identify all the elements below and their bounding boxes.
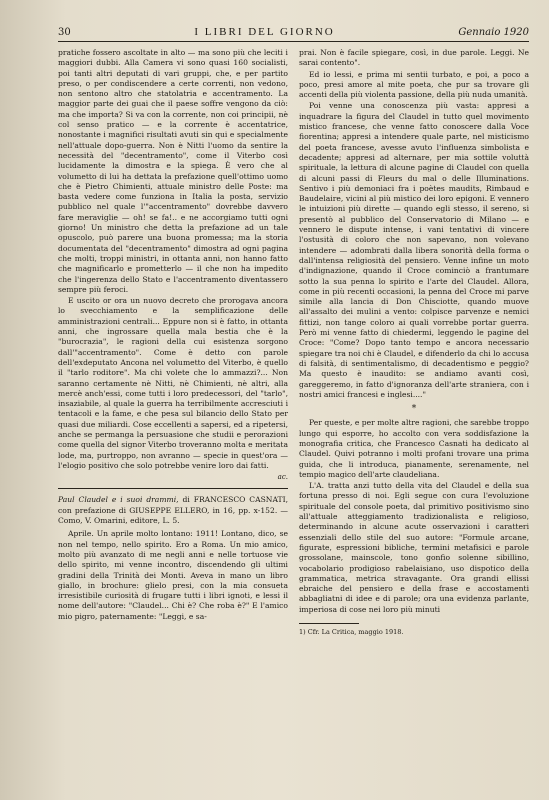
footnote: 1) Cfr. La Critica, maggio 1918. (299, 628, 404, 637)
journal-title: I LIBRI DEL GIORNO (194, 26, 335, 38)
paragraph: prai. Non è facile spiegare, così, in due parole. Leggi. Ne sarai contento". (299, 48, 529, 68)
right-column (299, 48, 529, 638)
text-columns (58, 48, 529, 638)
paragraph: Ed io lessi, e prima mi sentii turbato, e poi, a poco a poco, presi amore al mite poeta, che pur sa trovare gli accenti della più violenta passione, della più nuda umanità. (299, 69, 529, 100)
book-title: Paul Claudel e i suoi drammi (58, 495, 177, 505)
section-divider (58, 488, 288, 489)
left-column (58, 48, 288, 638)
paragraph: Per queste, e per molte altre ragioni, che sarebbe troppo lungo qui esporre, ho accolto con vera soddisfazione la monografia critica, che Francesco Casnati ha dedicato al Claudel. Quivi potranno i molti profani trovare una prima guida, che li introduca, pianamente, serenamente, nel tempio magico dell'arte claudeliana. (299, 418, 529, 479)
review-heading (58, 495, 288, 526)
paragraph: Poi venne una conoscenza più vasta: appresi a inquadrare la figura del Claudel in tutto quel movimento mistico francese, che venne fatto conoscere dalla Voce fiorentina; appresi a intendere quale parte, nel misticismo del poeta francese, avesse avuto l'influenza simbolista e decadente; appresi ad alternare, per mia sottile voluttà spirituale, la lettura di alcune pagine di Claudel con quella di alcuni passi di Fleurs du mal o delle Illuminations. Sentivo i più demoniaci fra i poètes maudits, Rimbaud e Baudelaire, vicini al più mistico dei loro epigoni. E vennero le intuizioni più dirette — quando egli stesso, il sereno, si presentò al pubblico del Conservatorio di Milano — e vennero le dispute intense, i vani tentativi di vincere l'ostusità di coloro che non sapevano, non volevano intendere — adombrati dalla libera sonorità della forma o dall'intensa religiosità del pensiero. Venne infine un moto d'indignazione, quando il Croce cominciò a frantumare sotto la sua penna lo spirito e l'arte del Claudel. Allora, come in più recenti occasioni, la penna del Croce mi parve simile alla lancia di Don Chisciotte, quando muove all'assalto dei mulini a vento: colpisce parvenze e nemici fittizi, non tange coloro ai quali vorrebbe portar guerra. Però mi venne fatto di chiedermi, leggendo le pagine del Croce: "Come? Dopo tanto tempo e ancora necessario spiegare tra noi chi è Claudel, e difenderlo da chi lo accusa di falsità, di sentimentalismo, di decadentismo e peggio? Ma questo è inaudito: se andiamo avanti così, gareggeremo, in fatto d'ignoranza dell'arte straniera, con i nostri amici francesi e inglesi...." (299, 101, 529, 399)
paragraph: L'A. tratta anzi tutto della vita del Claudel e della sua fortuna presso di noi. Egli segue con cura l'evoluzione spirituale del console poeta, dal primitivo positivismo sino all'attuale atteggiamento tradizionalista e religioso, determinando in alcune acute osservazioni i caratteri essenziali dello stile del suo autore: "Formule arcane, figurate, espressioni bibliche, termini metafisici e parole grossolane, mainscole, tono gonfio solenne sibillino, vocabolario prodigioso rabelaisiano, uso dispotico della grammatica, metrica stravagante. Ora grandi ellissi ebraiche del pensiero e della frase e accostamenti abbagliatni di idee e di parole; ora una evidenza parlante, imperiosa di cose nei loro più minuti (299, 481, 529, 614)
signature: ac. (277, 473, 288, 482)
page-number: 30 (58, 27, 71, 38)
page-header (58, 26, 529, 42)
section-separator: * (411, 404, 417, 415)
book-details: , di FRANCESCO CASNATI, con prefazione di GIUSEPPE ELLERO, in 16, pp. x-152. — Como, V. Omarini, editore, L. 5. (58, 495, 288, 526)
paragraph: E uscito or ora un nuovo decreto che prorogava ancora lo svecchiamento e la semplificazione delle amministrazioni centrali... Eppure non si è fatto, in ottanta anni, che ingrossare quella mala bestia che è la "burocrazia", le ragioni della cui esistenza sorgono dall'"accentramento". Come è detto con parole dell'exdeputato Ancona nel volumetto del Viterbo, è quello il "tarlo roditore". Ma chi volete che lo ammazzi?... Non saranno certamente nè Nitti, nè Chimienti, nè altri, alla mercè anch'essi, come tutti i loro predecessori, del "tarlo", insaziabile, al quale la guerra ha terribilmente accresciuti i tentacoli e la fame, e che pesa sul bilancio dello Stato per quasi due miliardi. Cose eccellenti a sapersi, ed a ripetersi, anche se permanga la persuasione che studii e perorazioni come quella del signor Viterbo troveranno molta e meritata lode, ma, purtroppo, non avranno — specie in quest'ora — l'elogio positivo che solo potrebbe venire loro dai fatti. (58, 296, 288, 470)
paragraph: pratiche fossero ascoltate in alto — ma sono più che leciti i maggiori dubbi. Alla Camera vi sono quasi 160 socialisti, poi tanti altri deputati di vari gruppi, che, e per partito preso, o per condiscendere a certe correnti, non vedono, non sentono altro che statolatria e accentramento. La maggior parte dei guai che il paese soffre vengono da ciò: ma che importa? Si va con la corrente, non coi principii, nè col senso pratico — e la corrente è accentatrice, nonostante i magnifici risultati avuti sin qui e specialmente nell'attuale dopo-guerra. Non è Nitti l'uomo da sentire la necessità del "decentramento", come il Viterbo così lucidamente la dimostra e la spiega. È vero che al volumetto di lui ha dettata la prefazione quell'ottimo uomo che è Pietro Chimienti, attuale ministro delle Poste: ma basta vedere come funziona in Italia la posta, servizio pubblico nel quale l'"accentramento" dovrebbe davvero fare meraviglie — oh! se fa!.. e ne accorgiamo tutti ogni giorno! Un ministro che detta la prefazione ad un tale opuscolo, può parere una buona promessa; ma la storia documentata del "decentramento" dimostra ad ogni pagina che molti, troppi ministri, in ottanta anni, non hanno fatto che magnificarlo e prometterlo — il che non ha impedito che l'ingerenza dello Stato e l'accentramento diventassero sempre più feroci. (58, 48, 288, 294)
footnote-divider (299, 623, 359, 624)
paragraph: Aprile. Un aprile molto lontano: 1911! Lontano, dico, se non nel tempo, nello spirito. Ero a Roma. Un mio amico, molto più avanzato di me negli anni e nelle tortuose vie dello spirito, mi venne incontro, discendendo gli ultimi gradini della Trinità dei Monti. Aveva in mano un libro giallo, in brochure: glielo presi, con la mia consueta irresistibile curiosità di frugare tutti i libri ignoti, e lessi il nome dell'autore: "Claudel... Chi è? Che roba è?" E l'amico mio pigro, paternamente: "Leggi, e sa- (58, 529, 288, 621)
issue-date: Gennaio 1920 (458, 27, 529, 38)
